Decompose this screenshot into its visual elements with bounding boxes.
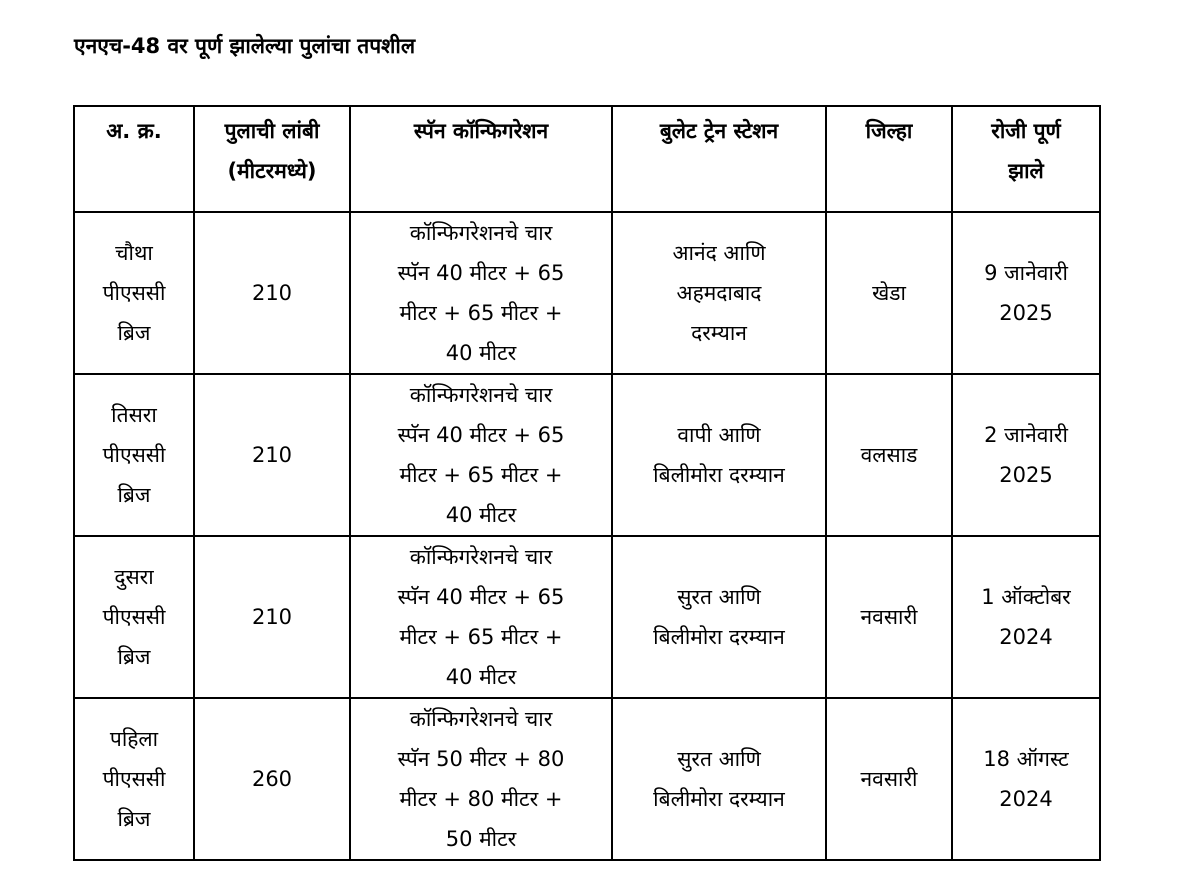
bridge-name-cell: पहिला पीएससी ब्रिज: [74, 698, 194, 860]
date-cell: 18 ऑगस्ट 2024: [952, 698, 1100, 860]
span-cell: कॉन्फिगरेशनचे चार स्पॅन 50 मीटर + 80 मीटर + 80 मीटर + 50 मीटर: [350, 698, 612, 860]
date-cell: 1 ऑक्टोबर 2024: [952, 536, 1100, 698]
district-cell: नवसारी: [826, 698, 952, 860]
district-cell: वलसाड: [826, 374, 952, 536]
page-title: एनएच-48 वर पूर्ण झालेल्या पुलांचा तपशील: [74, 34, 416, 58]
bridge-name-cell: दुसरा पीएससी ब्रिज: [74, 536, 194, 698]
table-row: [74, 212, 1100, 374]
length-cell: 210: [194, 212, 350, 374]
station-cell: वापी आणि बिलीमोरा दरम्यान: [612, 374, 826, 536]
span-cell: कॉन्फिगरेशनचे चार स्पॅन 40 मीटर + 65 मीटर + 65 मीटर + 40 मीटर: [350, 374, 612, 536]
header-span: स्पॅन कॉन्फिगरेशन: [350, 106, 612, 212]
length-cell: 210: [194, 536, 350, 698]
station-cell: सुरत आणि बिलीमोरा दरम्यान: [612, 536, 826, 698]
span-cell: कॉन्फिगरेशनचे चार स्पॅन 40 मीटर + 65 मीटर + 65 मीटर + 40 मीटर: [350, 212, 612, 374]
table-row: [74, 698, 1100, 860]
station-cell: सुरत आणि बिलीमोरा दरम्यान: [612, 698, 826, 860]
header-length-line2: (मीटरमध्ये): [227, 159, 317, 183]
header-date: [952, 106, 1100, 212]
district-cell: नवसारी: [826, 536, 952, 698]
table-header-row: [74, 106, 1100, 212]
header-length: [194, 106, 350, 212]
date-cell: 2 जानेवारी 2025: [952, 374, 1100, 536]
bridge-name-cell: तिसरा पीएससी ब्रिज: [74, 374, 194, 536]
table-row: [74, 374, 1100, 536]
station-cell: आनंद आणि अहमदाबाद दरम्यान: [612, 212, 826, 374]
header-date-line2: झाले: [1008, 159, 1044, 183]
table-row: [74, 536, 1100, 698]
bridge-details-table: [73, 105, 1101, 861]
bridge-name-cell: चौथा पीएससी ब्रिज: [74, 212, 194, 374]
district-cell: खेडा: [826, 212, 952, 374]
header-date-line1: रोजी पूर्ण: [991, 119, 1061, 143]
length-cell: 210: [194, 374, 350, 536]
span-cell: कॉन्फिगरेशनचे चार स्पॅन 40 मीटर + 65 मीटर + 65 मीटर + 40 मीटर: [350, 536, 612, 698]
header-station: बुलेट ट्रेन स्टेशन: [612, 106, 826, 212]
date-cell: 9 जानेवारी 2025: [952, 212, 1100, 374]
header-serial: अ. क्र.: [74, 106, 194, 212]
header-length-line1: पुलाची लांबी: [224, 119, 320, 143]
header-district: जिल्हा: [826, 106, 952, 212]
length-cell: 260: [194, 698, 350, 860]
